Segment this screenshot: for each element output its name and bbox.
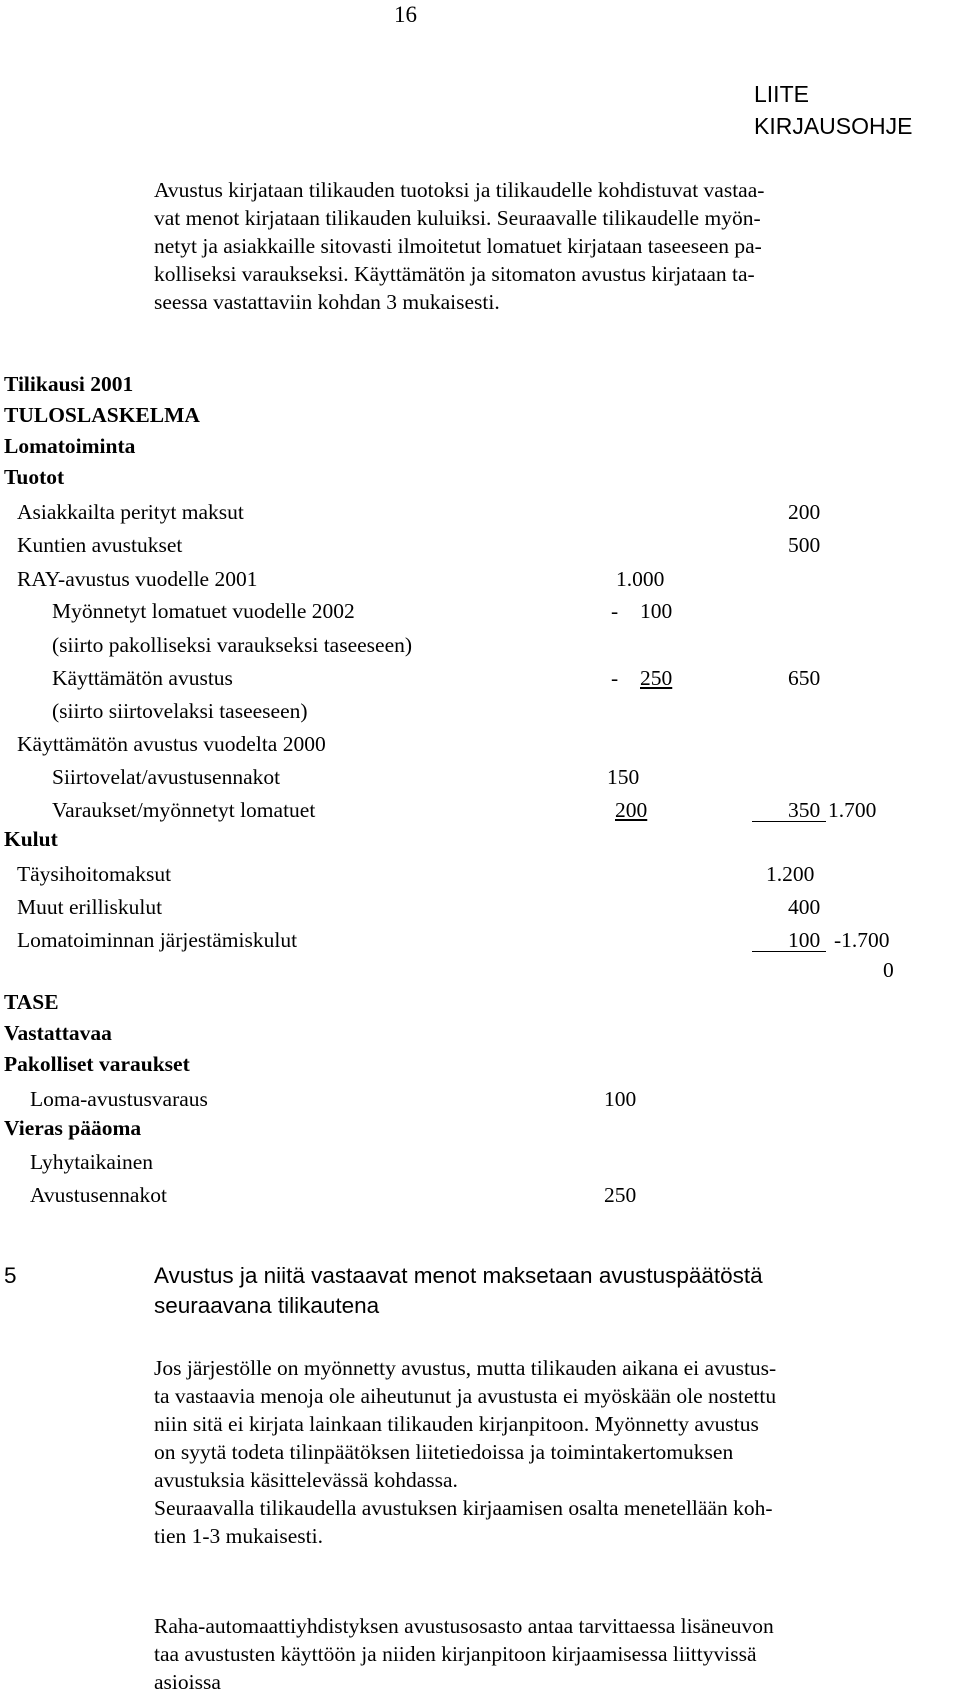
row-kulut-total: -1.700 xyxy=(834,928,890,952)
row-muut-label: Muut erilliskulut xyxy=(17,895,163,919)
intro-paragraph xyxy=(154,176,764,316)
row-vuodelta-label: Käyttämätön avustus vuodelta 2000 xyxy=(17,732,326,756)
intro-line: kolliseksi varaukseksi. Käyttämätön ja sitomaton avustus kirjataan ta- xyxy=(154,262,755,286)
row-asiakkailta-label: Asiakkailta perityt maksut xyxy=(17,500,244,524)
heading-lomatoiminta: Lomatoiminta xyxy=(4,434,136,458)
section5-line: Jos järjestölle on myönnetty avustus, mutta tilikauden aikana ei avustus- xyxy=(154,1356,777,1380)
heading-pakolliset: Pakolliset varaukset xyxy=(4,1052,190,1076)
row-kayttamaton-total: 650 xyxy=(788,666,821,690)
row-siirtovelat-value: 150 xyxy=(607,765,640,789)
row-varaukset-label: Varaukset/myönnetyt lomatuet xyxy=(52,798,316,822)
intro-line: netyt ja asiakkaille sitovasti ilmoitetut lomatuet kirjataan taseeseen pa- xyxy=(154,234,762,258)
row-muut-value: 400 xyxy=(788,895,821,919)
row-loma-label: Loma-avustusvaraus xyxy=(30,1087,208,1111)
row-siirto-note-2: (siirto siirtovelaksi taseeseen) xyxy=(52,699,308,723)
row-myonnetyt-label: Myönnetyt lomatuet vuodelle 2002 xyxy=(52,599,355,623)
row-avustusennakot-value: 250 xyxy=(604,1183,637,1207)
section5-line: Raha-automaattiyhdistyksen avustusosasto antaa tarvittaessa lisäneuvon xyxy=(154,1614,774,1638)
row-kuntien-label: Kuntien avustukset xyxy=(17,533,183,557)
heading-kulut: Kulut xyxy=(4,827,58,851)
row-ray-value: 1.000 xyxy=(616,567,665,591)
row-ray-label: RAY-avustus vuodelle 2001 xyxy=(17,567,258,591)
row-asiakkailta-value: 200 xyxy=(788,500,821,524)
header-kirjausohje: KIRJAUSOHJE xyxy=(754,113,913,139)
row-jarj-label: Lomatoiminnan järjestämiskulut xyxy=(17,928,298,952)
section5-line: niin sitä ei kirjata lainkaan tilikauden kirjanpitoon. Myönnetty avustus xyxy=(154,1412,759,1436)
row-kuntien-value: 500 xyxy=(788,533,821,557)
row-kayttamaton-minus: - xyxy=(611,666,619,690)
intro-line: vat menot kirjataan tilikauden kuluiksi. Seuraavalle tilikaudelle myön- xyxy=(154,206,761,230)
page-number: 16 xyxy=(394,2,417,27)
section5-line: ta vastaavia menoja ole aiheutunut ja avustusta ei myöskään ole nostettu xyxy=(154,1384,777,1408)
section5-line: taa avustusten käyttöön ja niiden kirjanpitoon kirjaamisessa liittyvissä xyxy=(154,1642,757,1666)
row-avustusennakot-label: Avustusennakot xyxy=(30,1183,167,1207)
row-myonnetyt-minus: - xyxy=(611,599,619,623)
row-siirto-note-1: (siirto pakolliseksi varaukseksi taseeseen) xyxy=(52,633,413,657)
row-taysi-value: 1.200 xyxy=(766,862,815,886)
heading-tuotot: Tuotot xyxy=(4,465,65,489)
row-kayttamaton-label: Käyttämätön avustus xyxy=(52,666,233,690)
row-varaukset-value: 200 xyxy=(615,798,648,822)
intro-line: Avustus kirjataan tilikauden tuotoksi ja tilikaudelle kohdistuvat vastaa- xyxy=(154,178,765,202)
intro-line: seessa vastattaviin kohdan 3 mukaisesti. xyxy=(154,290,500,314)
section5-line: avustuksia käsittelevässä kohdassa. xyxy=(154,1468,458,1492)
section5-title-line1: Avustus ja niitä vastaavat menot maksetaan avustuspäätöstä xyxy=(154,1263,763,1288)
row-varaukset-sum: 350 xyxy=(788,798,821,822)
row-siirtovelat-label: Siirtovelat/avustusennakot xyxy=(52,765,281,789)
row-loma-value: 100 xyxy=(604,1087,637,1111)
section5-paragraph-1 xyxy=(154,1354,776,1550)
heading-tilikausi: Tilikausi 2001 xyxy=(4,372,134,396)
section5-line: tien 1-3 mukaisesti. xyxy=(154,1524,323,1548)
heading-tuloslaskelma: TULOSLASKELMA xyxy=(4,403,200,427)
row-tuotot-total: 1.700 xyxy=(828,798,877,822)
section5-line: asioissa xyxy=(154,1670,221,1694)
heading-vieras: Vieras pääoma xyxy=(4,1116,142,1140)
row-jarj-value: 100 xyxy=(788,928,821,952)
section5-number: 5 xyxy=(4,1263,17,1288)
section5-paragraph-2 xyxy=(154,1612,774,1696)
section5-line: on syytä todeta tilinpäätöksen liitetiedoissa ja toimintakertomuksen xyxy=(154,1440,734,1464)
row-result: 0 xyxy=(883,958,894,982)
row-myonnetyt-value: 100 xyxy=(640,599,673,623)
heading-vastattavaa: Vastattavaa xyxy=(4,1021,112,1045)
row-kayttamaton-value: 250 xyxy=(640,666,673,690)
section5-title-line2: seuraavana tilikautena xyxy=(154,1293,380,1318)
section5-line: Seuraavalla tilikaudella avustuksen kirjaamisen osalta menetellään koh- xyxy=(154,1496,773,1520)
row-taysi-label: Täysihoitomaksut xyxy=(17,862,172,886)
row-lyhyt-label: Lyhytaikainen xyxy=(30,1150,153,1174)
header-liite: LIITE xyxy=(754,81,809,107)
heading-tase: TASE xyxy=(4,990,59,1014)
